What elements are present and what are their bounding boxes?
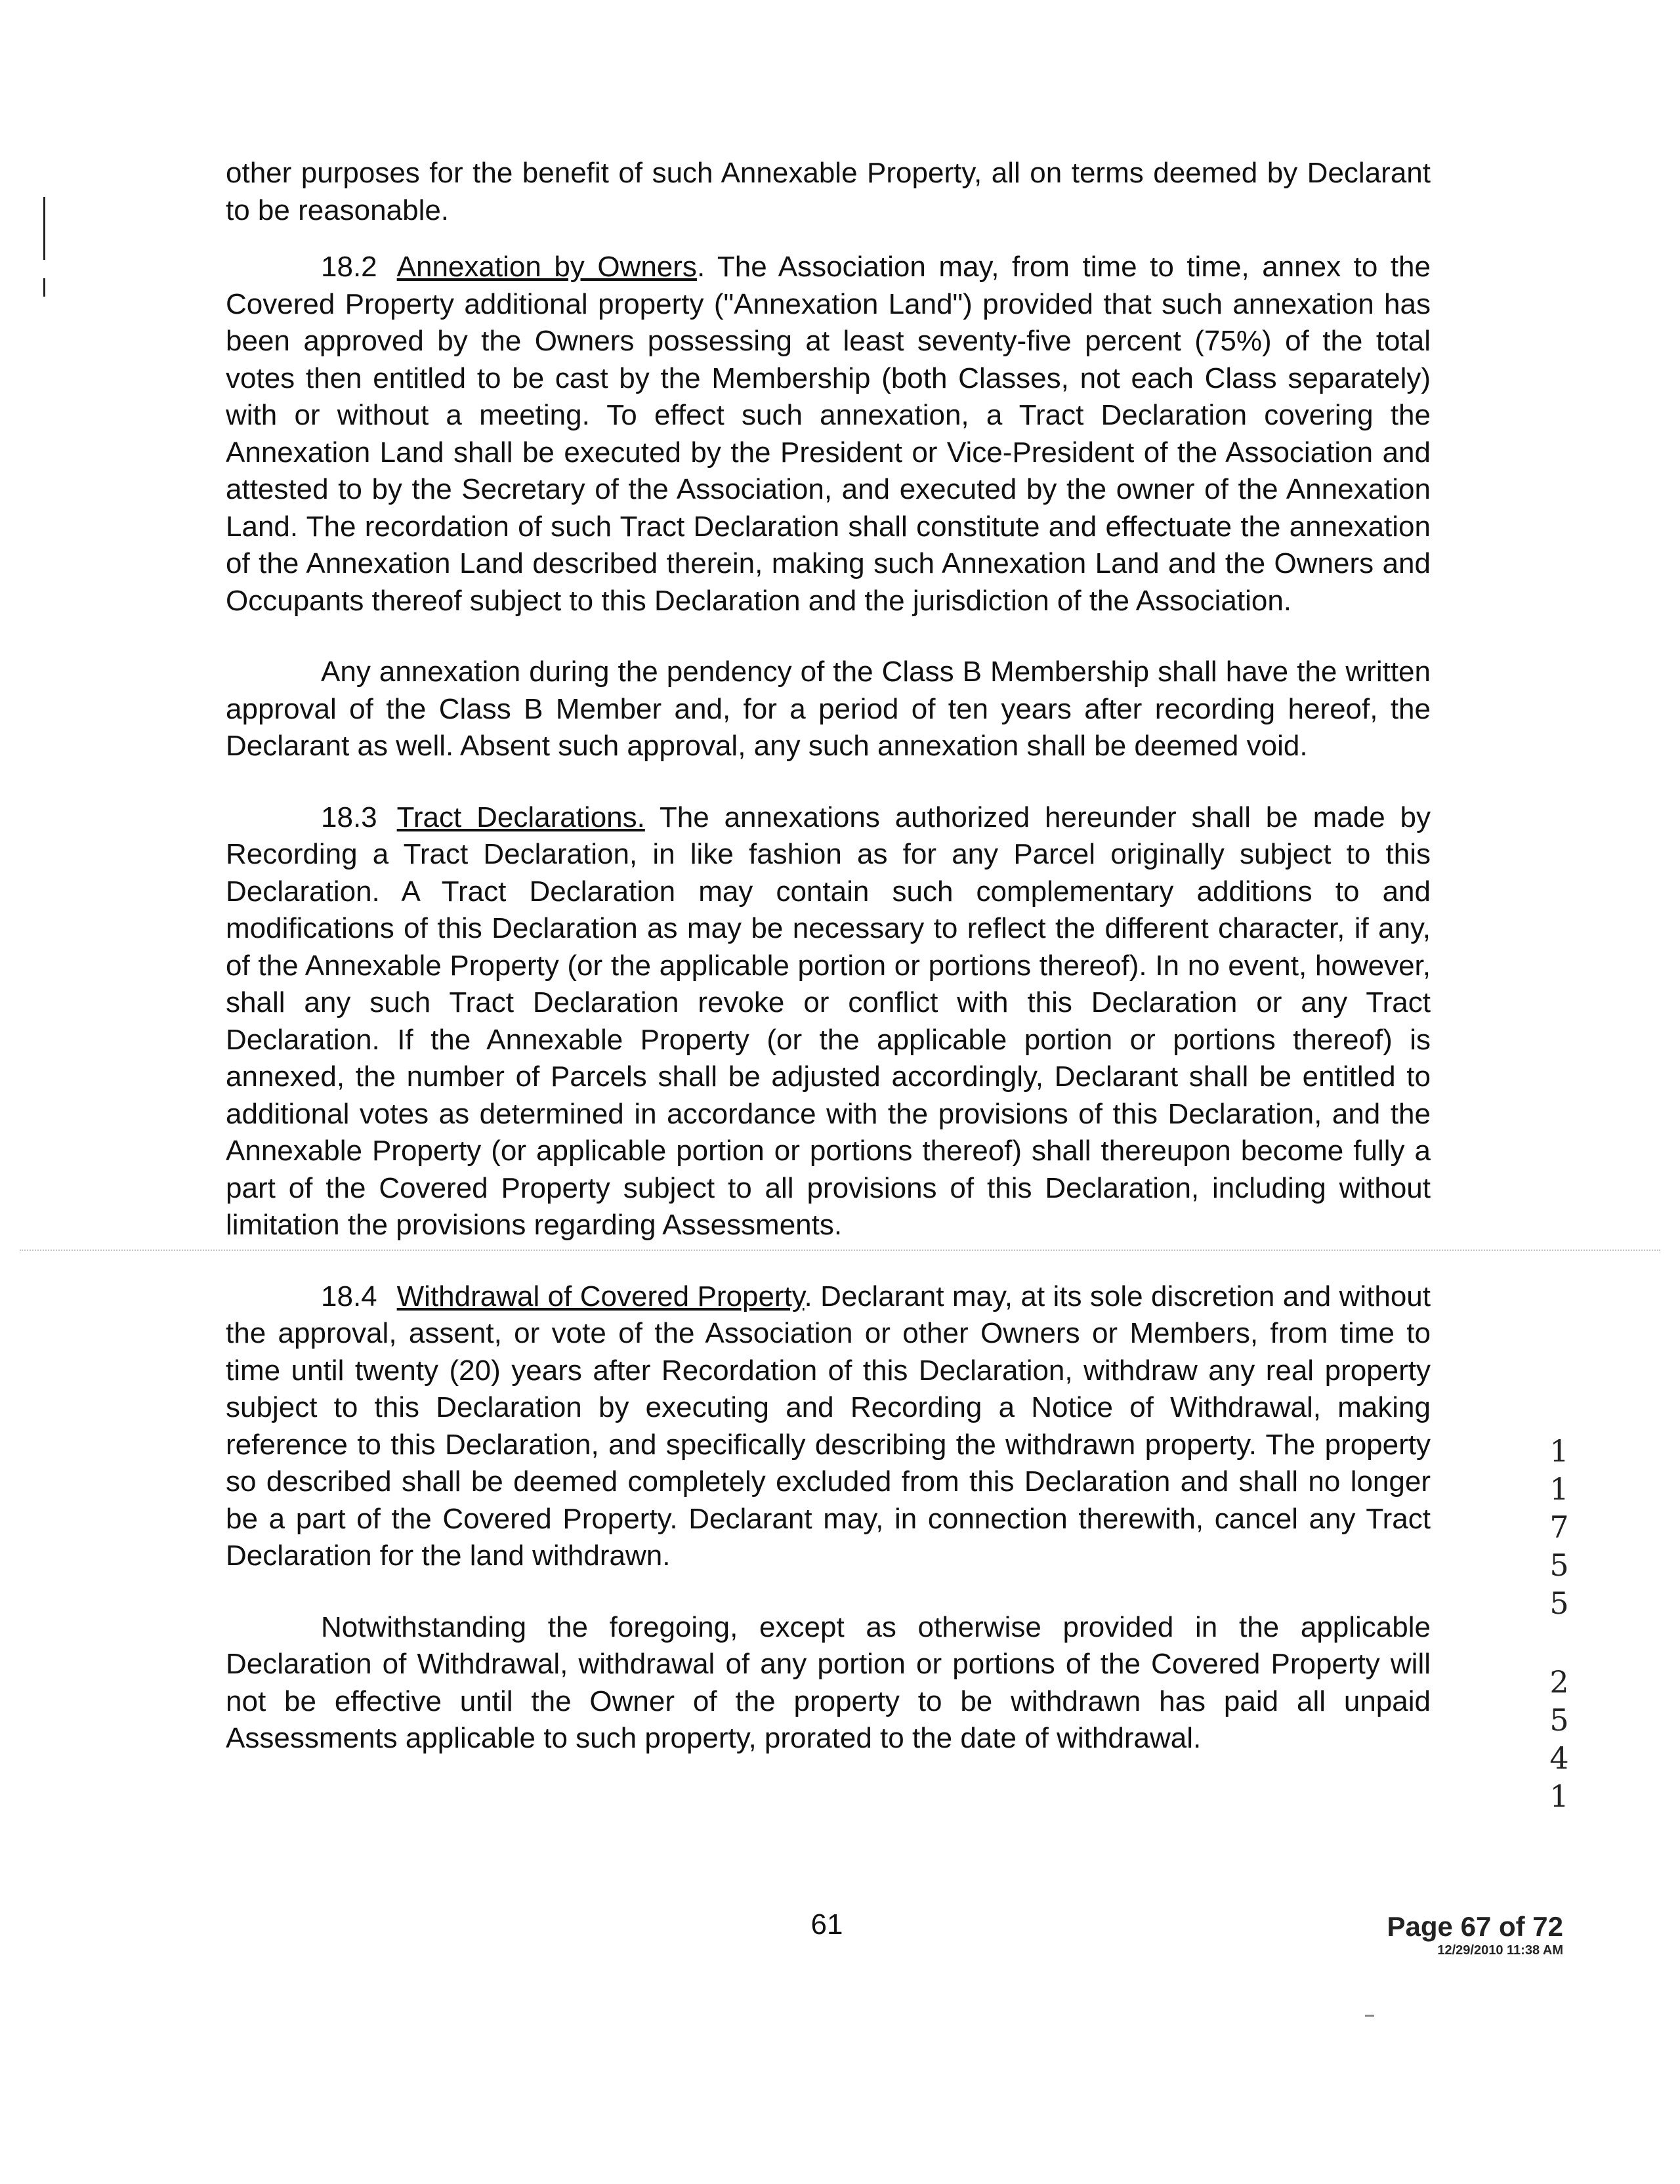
recording-number-stamp xyxy=(1546,1432,1572,1856)
stamp-digit: 1 xyxy=(1549,1433,1569,1469)
section-text: . Declarant may, at its sole discretion and without the approval, assent, or vote of the Association or other Owners or Members, from time to time until twenty (20) years after Recordation of this Declaration, withdraw any real property subject to this Declaration by executing and Recording a Notice of Withdrawal, making reference to this Declaration, and specifically describing the withdrawn property. The property so described shall be deemed completely excluded from this Declaration and shall no longer be a part of the Covered Property. Declarant may, in connection therewith, cancel any Tract Declaration for the land withdrawn. xyxy=(226,1280,1431,1572)
section-18-4 xyxy=(226,1278,1431,1575)
section-title: Annexation by Owners xyxy=(396,251,697,283)
section-18-4-continued: Notwithstanding the foregoing, except as otherwise provided in the applicable Declaration of Withdrawal, withdrawal of any portion or portions of the Covered Property will not be effective until the Owner of the property to be withdrawn has paid all unpaid Assessments applicable to such property, prorated to the date of withdrawal. xyxy=(226,1610,1431,1754)
footer-dash-mark xyxy=(1365,2015,1374,2017)
section-18-2-continued: Any annexation during the pendency of the Class B Membership shall have the written approval of the Class B Member and, for a period of ten years after recording hereof, the Declarant as well. Absent such approval, any such annexation shall be deemed void. xyxy=(226,656,1431,762)
page-number: 61 xyxy=(810,1908,843,1941)
scan-artifact-line xyxy=(20,1250,1660,1251)
section-number: 18.4 xyxy=(321,1280,377,1312)
stamp-digit: 7 xyxy=(1549,1509,1569,1545)
footer-timestamp: 12/29/2010 11:38 AM xyxy=(1437,1943,1563,1958)
revision-change-bar xyxy=(43,278,45,297)
stamp-digit: 1 xyxy=(1549,1471,1569,1507)
document-body xyxy=(226,155,1431,1792)
section-number: 18.2 xyxy=(321,251,377,283)
stamp-digit: 5 xyxy=(1549,1586,1569,1621)
revision-change-bar xyxy=(43,197,45,260)
page-of-label: Page 67 of 72 xyxy=(1387,1911,1563,1942)
section-18-2 xyxy=(226,249,1431,620)
stamp-group-1 xyxy=(1546,1432,1572,1622)
section-number: 18.3 xyxy=(321,801,377,833)
stamp-group-2 xyxy=(1546,1663,1572,1815)
stamp-digit: 2 xyxy=(1549,1664,1569,1700)
section-text: . The Association may, from time to time, annex to the Covered Property additional property ("Annexation Land") provided that such annexation has been approved by the Owners possessing at least seventy-five percent (75%) of the total votes then entitled to be cast by the Membership (both Classes, not each Class separately) with or without a meeting. To effect such annexation, a Tract Declaration covering the Annexation Land shall be executed by the President or Vice-President of the Association and attested to by the Secretary of the Association, and executed by the owner of the Annexation Land. The recordation of such Tract Declaration shall constitute and effectuate the annexation of the Annexation Land described therein, making such Annexation Land and the Owners and Occupants thereof subject to this Declaration and the jurisdiction of the Association. xyxy=(226,251,1431,617)
stamp-digit: 4 xyxy=(1549,1740,1569,1776)
section-text: The annexations authorized hereunder shall be made by Recording a Tract Declaration, in like fashion as for any Parcel originally subject to this Declaration. A Tract Declaration may contain such complementary additions to and modifications of this Declaration as may be necessary to reflect the different character, if any, of the Annexable Property (or the applicable portion or portions thereof). In no event, however, shall any such Tract Declaration revoke or conflict with this Declaration or any Tract Declaration. If the Annexable Property (or the applicable portion or portions thereof) is annexed, the number of Parcels shall be adjusted accordingly, Declarant shall be entitled to additional votes as determined in accordance with the provisions of this Declaration, and the Annexable Property (or applicable portion or portions thereof) shall thereupon become fully a part of the Covered Property subject to all provisions of this Declaration, including without limitation the provisions regarding Assessments. xyxy=(226,801,1431,1241)
section-title: Withdrawal of Covered Property xyxy=(396,1280,805,1312)
section-18-3 xyxy=(226,799,1431,1244)
section-title: Tract Declarations. xyxy=(396,801,645,833)
stamp-digit: 5 xyxy=(1549,1702,1569,1738)
stamp-digit: 1 xyxy=(1549,1778,1569,1814)
stamp-digit: 5 xyxy=(1549,1547,1569,1583)
footer-page-info xyxy=(1387,1911,1563,1958)
intro-paragraph: other purposes for the benefit of such Annexable Property, all on terms deemed by Declarant to be reasonable. xyxy=(226,157,1431,226)
